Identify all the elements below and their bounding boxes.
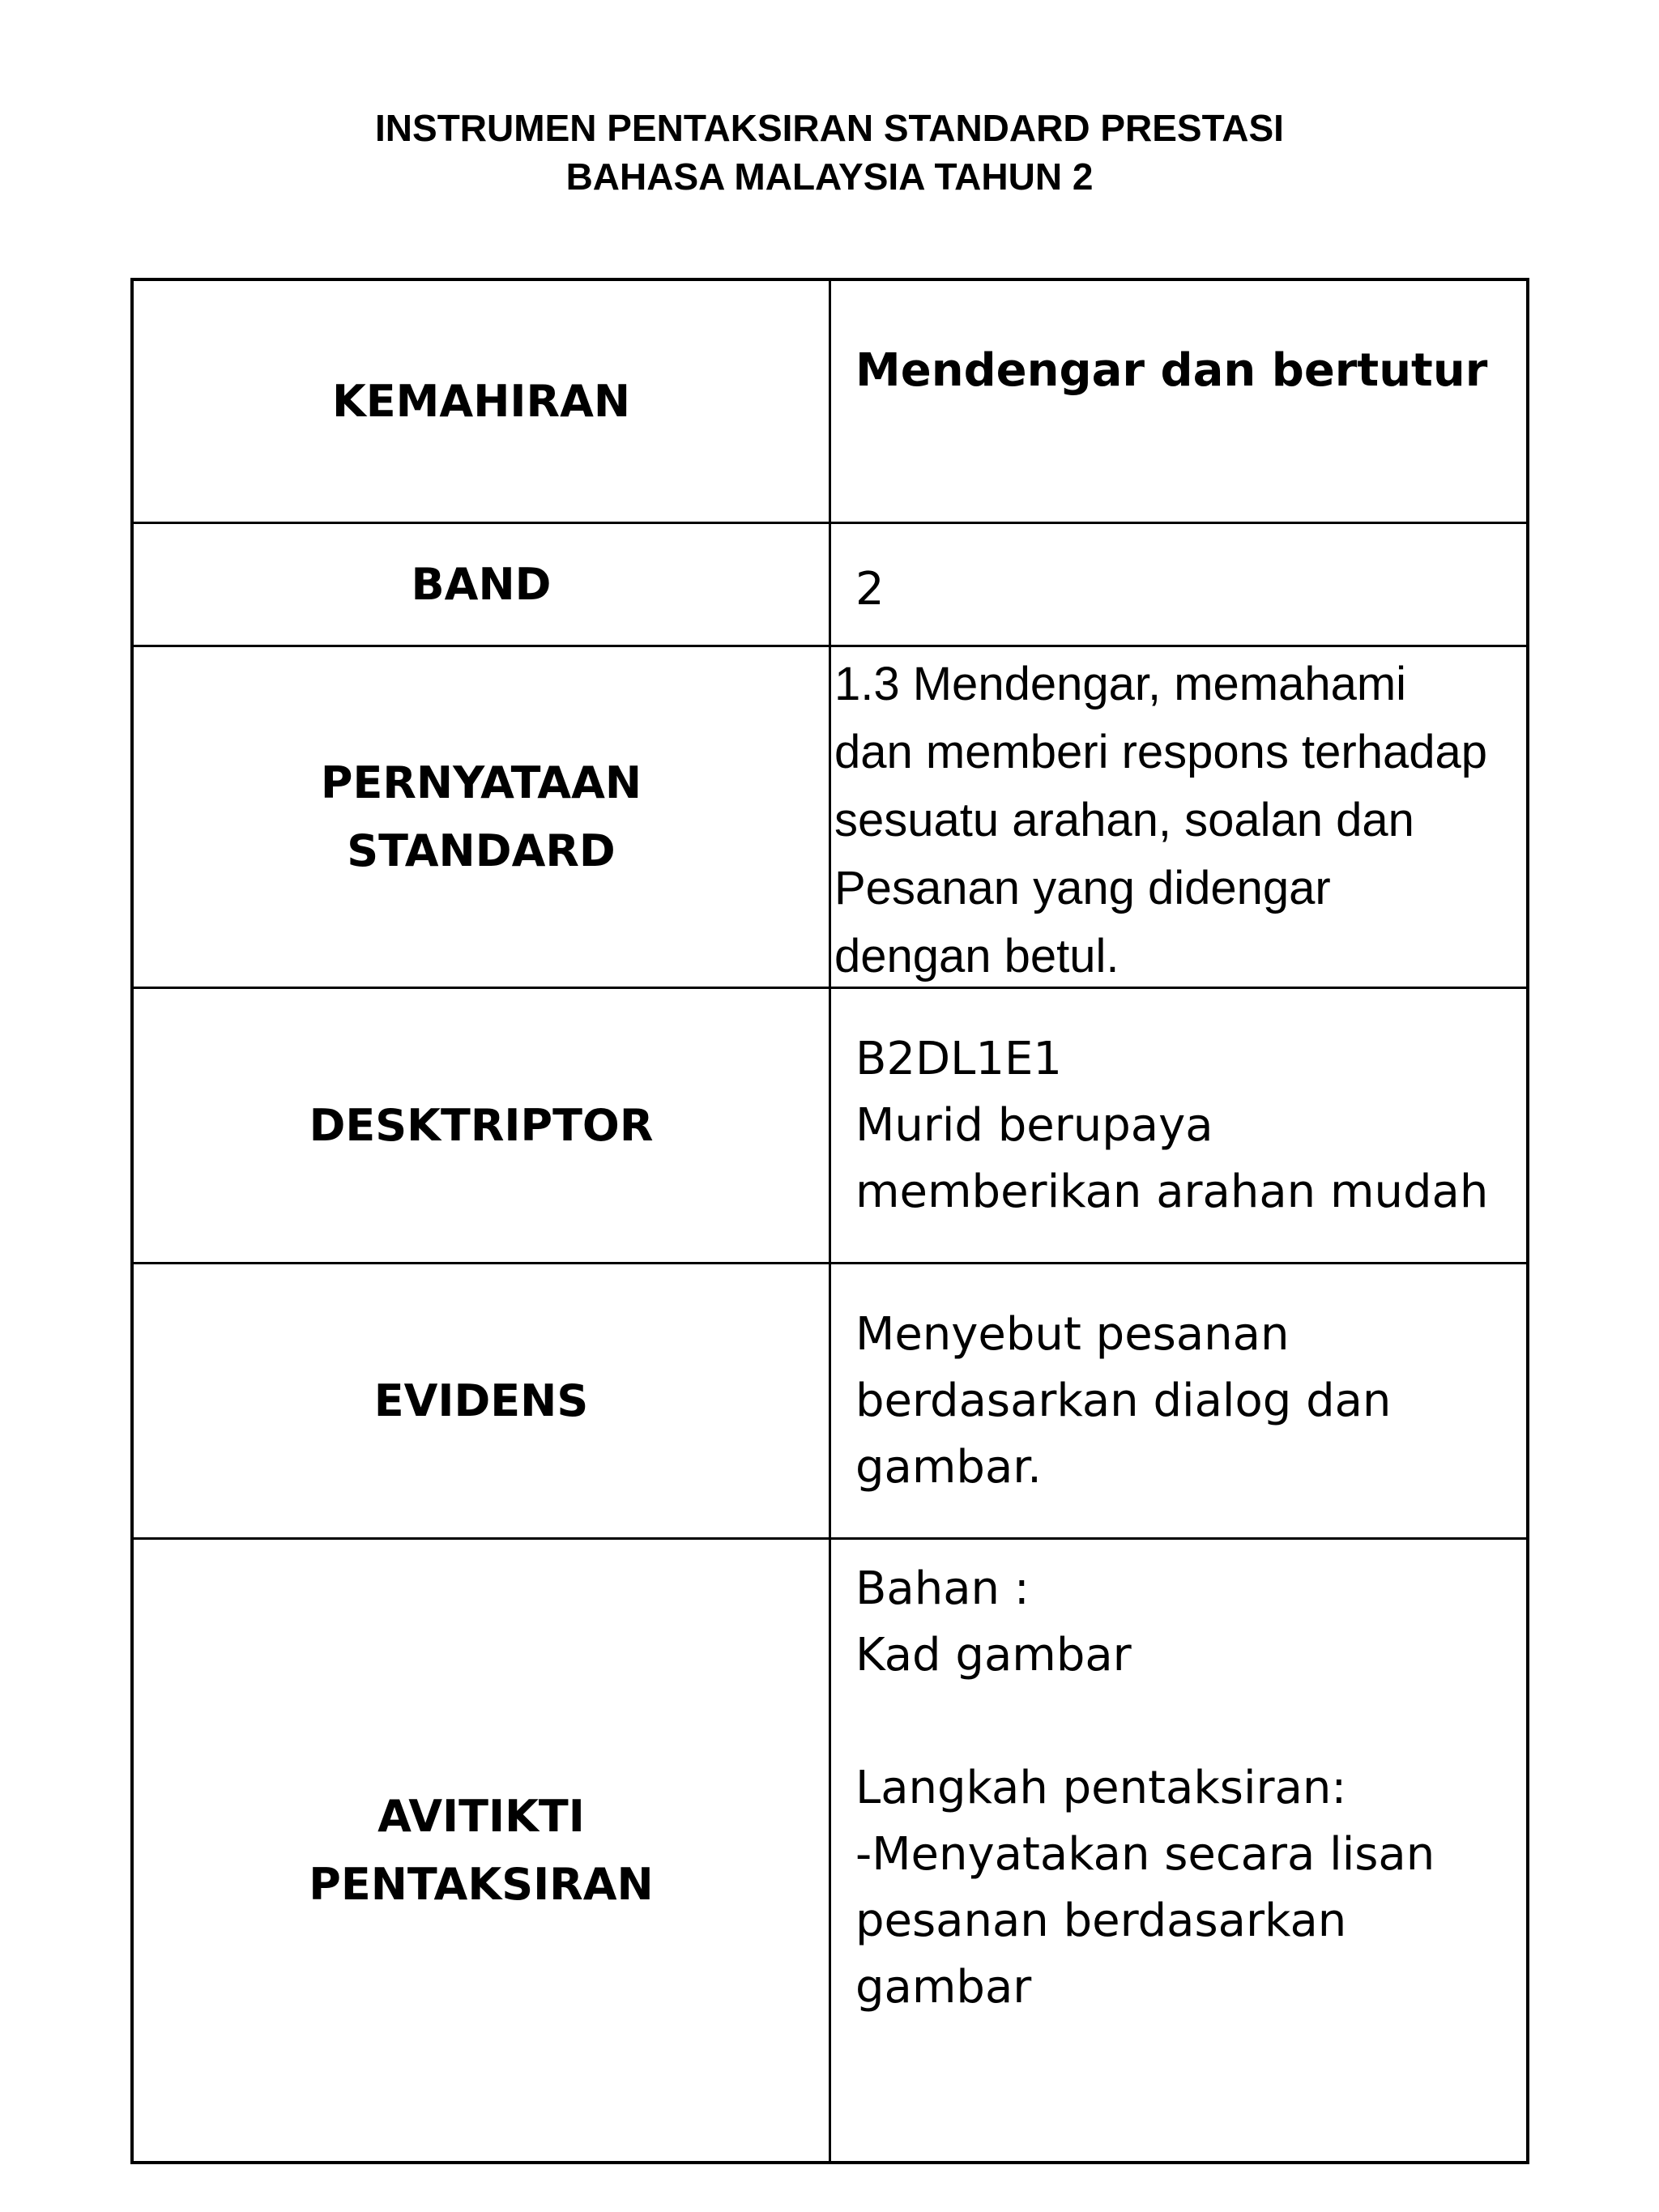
- document-title: [0, 104, 1659, 201]
- evidens-text: Menyebut pesanan berdasarkan dialog dan gambar.: [855, 1307, 1392, 1494]
- assessment-table: [130, 278, 1529, 2164]
- label-aktiviti-pentaksiran: AVITIKTI PENTAKSIRAN: [134, 1540, 831, 2161]
- value-band: 2: [831, 524, 1526, 647]
- value-kemahiran: Mendengar dan bertutur: [831, 281, 1526, 524]
- title-line-2: BAHASA MALAYSIA TAHUN 2: [565, 156, 1094, 198]
- value-evidens: [831, 1264, 1526, 1540]
- value-desktriptor: [831, 989, 1526, 1264]
- label-band: BAND: [134, 524, 831, 647]
- title-line-1: INSTRUMEN PENTAKSIRAN STANDARD PRESTASI: [375, 107, 1284, 149]
- value-pernyataan-standard: 1.3 Mendengar, memahami dan memberi respons terhadap sesuatu arahan, soalan dan Pesanan yang didengar dengan betul.: [831, 647, 1526, 989]
- label-kemahiran: KEMAHIRAN: [134, 281, 831, 524]
- value-aktiviti-pentaksiran: Bahan : Kad gambar Langkah pentaksiran: -Menyatakan secara lisan pesanan berdasarkan gambar: [855, 1562, 1435, 2014]
- label-desktriptor: DESKTRIPTOR: [134, 989, 831, 1264]
- label-evidens: EVIDENS: [134, 1264, 831, 1540]
- label-pernyataan-standard: PERNYATAAN STANDARD: [134, 647, 831, 989]
- desktriptor-text: B2DL1E1 Murid berupaya memberikan arahan mudah: [855, 1032, 1489, 1218]
